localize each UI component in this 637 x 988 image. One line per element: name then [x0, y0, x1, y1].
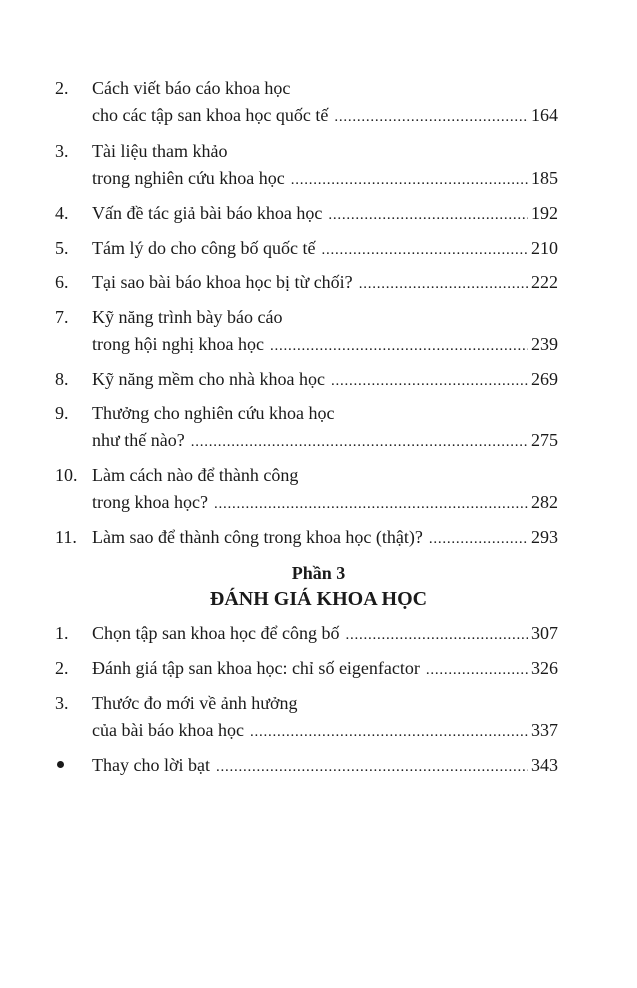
page-number: 337 [531, 720, 558, 740]
dot-leader [270, 334, 528, 355]
entry-number: 8. [55, 369, 69, 389]
page-number: 239 [531, 334, 558, 354]
dot-leader [359, 272, 528, 293]
entry-title-line: trong hội nghị khoa học [92, 334, 264, 354]
entry-title-line: Đánh giá tập san khoa học: chỉ số eigenfactor [92, 658, 420, 678]
entry-title-line: cho các tập san khoa học quốc tế [92, 105, 329, 125]
dot-leader [216, 755, 528, 776]
dot-leader [334, 105, 528, 126]
dot-leader [331, 369, 528, 390]
entry-title-line: Vấn đề tác giả bài báo khoa học [92, 203, 323, 223]
dot-leader [321, 238, 528, 259]
page-number: 307 [531, 623, 558, 643]
entry-number: 9. [55, 403, 69, 423]
page-number: 293 [531, 527, 558, 547]
dot-leader [345, 623, 528, 644]
dot-leader [426, 658, 528, 679]
dot-leader [250, 720, 528, 741]
entry-title-line: Kỹ năng trình bày báo cáo [92, 307, 283, 327]
entry-title-line: Cách viết báo cáo khoa học [92, 78, 291, 98]
dot-leader [291, 168, 528, 189]
entry-number: 3. [55, 693, 69, 713]
page-number: 343 [531, 755, 558, 775]
page-number: 192 [531, 203, 558, 223]
entry-title-line: Tám lý do cho công bố quốc tế [92, 238, 316, 258]
entry-number: 7. [55, 307, 69, 327]
dot-leader [429, 527, 528, 548]
entry-title-line: Kỹ năng mềm cho nhà khoa học [92, 369, 325, 389]
entry-title-line: trong khoa học? [92, 492, 208, 512]
page-number: 282 [531, 492, 558, 512]
entry-number: 11. [55, 527, 77, 547]
page-number: 269 [531, 369, 558, 389]
entry-title-line: trong nghiên cứu khoa học [92, 168, 285, 188]
entry-number: 3. [55, 141, 69, 161]
entry-number: 2. [55, 658, 69, 678]
page-number: 185 [531, 168, 558, 188]
page-number: 275 [531, 430, 558, 450]
entry-title-line: Chọn tập san khoa học để công bố [92, 623, 340, 643]
page-number: 222 [531, 272, 558, 292]
entry-title-line: Làm cách nào để thành công [92, 465, 299, 485]
entry-title-line: Thước đo mới về ảnh hưởng [92, 693, 298, 713]
page-number: 164 [531, 105, 558, 125]
dot-leader [328, 203, 528, 224]
entry-number: 4. [55, 203, 69, 223]
entry-title-line: Tại sao bài báo khoa học bị từ chối? [92, 272, 353, 292]
entry-title-line: Thưởng cho nghiên cứu khoa học [92, 403, 335, 423]
entry-number: 5. [55, 238, 69, 258]
page-number: 326 [531, 658, 558, 678]
entry-title-line: Thay cho lời bạt [92, 755, 210, 775]
entry-number: 10. [55, 465, 78, 485]
entry-title-line: như thế nào? [92, 430, 185, 450]
entry-number: 6. [55, 272, 69, 292]
part-title: ĐÁNH GIÁ KHOA HỌC [209, 588, 428, 610]
dot-leader [191, 430, 528, 451]
page-number: 210 [531, 238, 558, 258]
part-label: Phần 3 [291, 563, 346, 583]
entry-title-line: Làm sao để thành công trong khoa học (thật)? [92, 527, 423, 547]
entry-number: 1. [55, 623, 69, 643]
entry-title-line: Tài liệu tham khảo [92, 141, 228, 161]
bullet-icon [55, 755, 62, 776]
entry-number: 2. [55, 78, 69, 98]
entry-title-line: của bài báo khoa học [92, 720, 244, 740]
dot-leader [214, 492, 528, 513]
